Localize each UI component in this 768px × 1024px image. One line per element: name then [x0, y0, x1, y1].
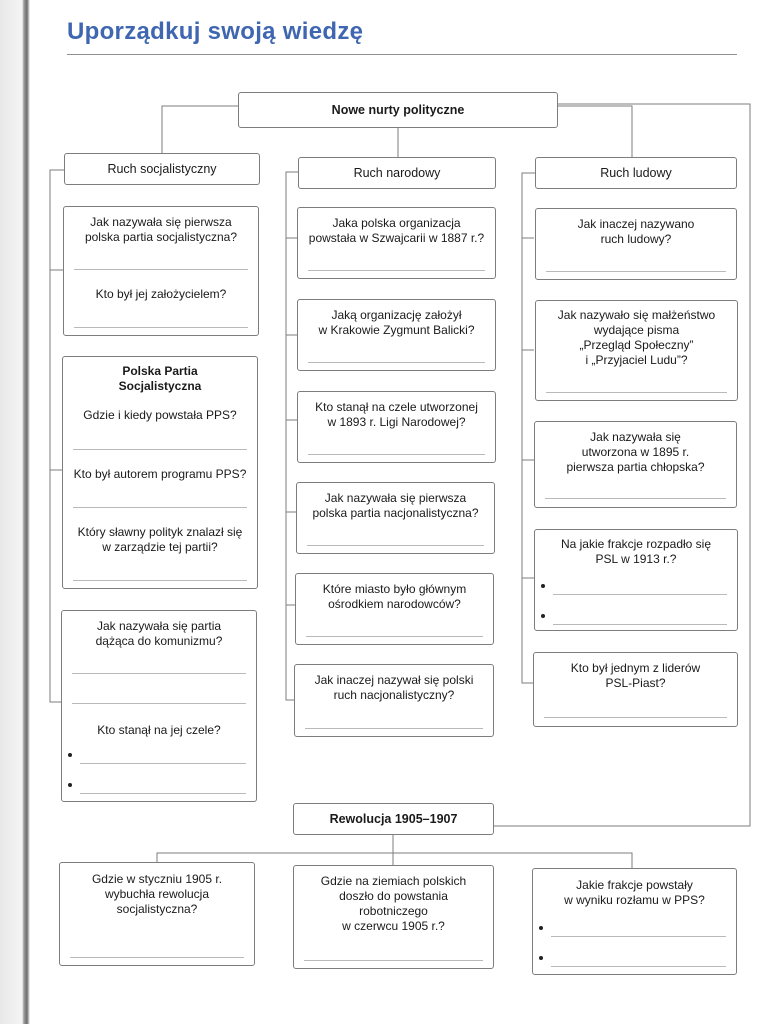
- peasant-box-2: [535, 300, 738, 401]
- answer-line[interactable]: [306, 636, 483, 637]
- question: Jak nazywała się pierwsza polska partia nacjonalistyczna?: [312, 491, 479, 520]
- national-box-5: [295, 573, 494, 645]
- answer-line[interactable]: [70, 957, 244, 958]
- question: Kto był autorem programu PPS?: [73, 467, 247, 481]
- peasant-box-1: [535, 208, 737, 280]
- question: Jak inaczej nazywał się polski ruch nacjonalistyczny?: [314, 673, 474, 702]
- answer-line[interactable]: [551, 936, 726, 937]
- question: Kto stanął na czele utworzonej w 1893 r. Ligi Narodowej?: [315, 400, 478, 429]
- question: Kto był jej założycielem?: [95, 287, 227, 301]
- root-box: [238, 92, 558, 128]
- answer-line[interactable]: [553, 624, 727, 625]
- question: Na jakie frakcje rozpadło się PSL w 1913 r.?: [560, 537, 712, 566]
- national-box-4: [296, 482, 495, 554]
- heading-national: [298, 157, 496, 189]
- question: Jak nazywało się małżeństwo wydające pisma „Przegląd Społeczny” i „Przyjaciel Ludu”?: [557, 308, 716, 367]
- bullet-icon: [68, 783, 72, 787]
- national-box-6: [294, 664, 494, 737]
- answer-line[interactable]: [305, 728, 483, 729]
- peasant-box-5: [533, 652, 738, 727]
- box-title: Polska Partia Socjalistyczna: [118, 364, 202, 393]
- question: Gdzie na ziemiach polskich doszło do powstania robotniczego w czerwcu 1905 r.?: [320, 874, 467, 933]
- answer-line[interactable]: [546, 271, 726, 272]
- answer-line[interactable]: [80, 763, 246, 764]
- ticks-right: [522, 238, 534, 578]
- root-label: Nowe nurty polityczne: [331, 102, 465, 117]
- national-box-2: [297, 299, 496, 371]
- peasant-box-3: [534, 421, 737, 508]
- answer-line[interactable]: [73, 449, 247, 450]
- answer-line[interactable]: [74, 327, 248, 328]
- connector-root-right: [556, 106, 632, 158]
- question: Jak inaczej nazywano ruch ludowy?: [577, 217, 695, 246]
- revolution-box-2: [293, 865, 494, 969]
- answer-line[interactable]: [551, 966, 726, 967]
- question: Kto był jednym z liderów PSL-Piast?: [570, 661, 701, 690]
- answer-line[interactable]: [308, 362, 485, 363]
- heading-peasant: [535, 157, 737, 189]
- answer-line[interactable]: [307, 545, 484, 546]
- question: Które miasto było głównym ośrodkiem narodowców?: [322, 582, 467, 611]
- connector-root-left: [162, 106, 238, 154]
- question: Jaka polska organizacja powstała w Szwajcarii w 1887 r.?: [308, 216, 485, 245]
- question: Jaką organizację założył w Krakowie Zygmunt Balicki?: [318, 308, 475, 337]
- revolution-heading: [293, 803, 494, 835]
- page-title: Uporządkuj swoją wiedzę: [67, 18, 364, 45]
- answer-line[interactable]: [73, 507, 247, 508]
- peasant-box-4: [534, 529, 738, 631]
- question: Gdzie i kiedy powstała PPS?: [83, 408, 237, 422]
- revolution-box-1: [59, 862, 255, 966]
- bullet-icon: [541, 584, 545, 588]
- answer-line[interactable]: [74, 269, 248, 270]
- heading-peasant-label: Ruch ludowy: [600, 165, 672, 180]
- bullet-icon: [541, 614, 545, 618]
- question: Jak nazywała się partia dążąca do komunizmu?: [95, 619, 223, 648]
- national-box-1: [297, 207, 496, 279]
- answer-line[interactable]: [553, 594, 727, 595]
- answer-line[interactable]: [308, 454, 485, 455]
- socialist-box-pps: [62, 356, 258, 589]
- answer-line[interactable]: [72, 673, 246, 674]
- revolution-heading-label: Rewolucja 1905–1907: [329, 811, 458, 826]
- heading-socialist: [64, 153, 260, 185]
- bullet-icon: [539, 926, 543, 930]
- national-box-3: [297, 391, 496, 463]
- answer-line[interactable]: [544, 717, 727, 718]
- question: Jakie frakcje powstały w wyniku rozłamu w PPS?: [564, 878, 705, 907]
- question: Jak nazywała się pierwsza polska partia socjalistyczna?: [84, 215, 238, 244]
- answer-line[interactable]: [80, 793, 246, 794]
- question: Kto stanął na jej czele?: [97, 723, 221, 737]
- socialist-box-1: [63, 206, 259, 336]
- heading-socialist-label: Ruch socjalistyczny: [107, 161, 217, 176]
- question: Jak nazywała się utworzona w 1895 r. pierwsza partia chłopska?: [566, 430, 705, 474]
- answer-line[interactable]: [304, 960, 483, 961]
- socialist-box-3: [61, 610, 257, 802]
- question: Gdzie w styczniu 1905 r. wybuchła rewolucja socjalistyczna?: [91, 872, 223, 916]
- bullet-icon: [539, 956, 543, 960]
- answer-line[interactable]: [73, 580, 247, 581]
- answer-line[interactable]: [545, 498, 726, 499]
- heading-national-label: Ruch narodowy: [353, 165, 441, 180]
- revolution-box-3: [532, 868, 737, 975]
- answer-line[interactable]: [72, 703, 246, 704]
- answer-line[interactable]: [308, 270, 485, 271]
- question: Który sławny polityk znalazł się w zarządzie tej partii?: [77, 525, 243, 554]
- answer-line[interactable]: [546, 392, 727, 393]
- bullet-icon: [68, 753, 72, 757]
